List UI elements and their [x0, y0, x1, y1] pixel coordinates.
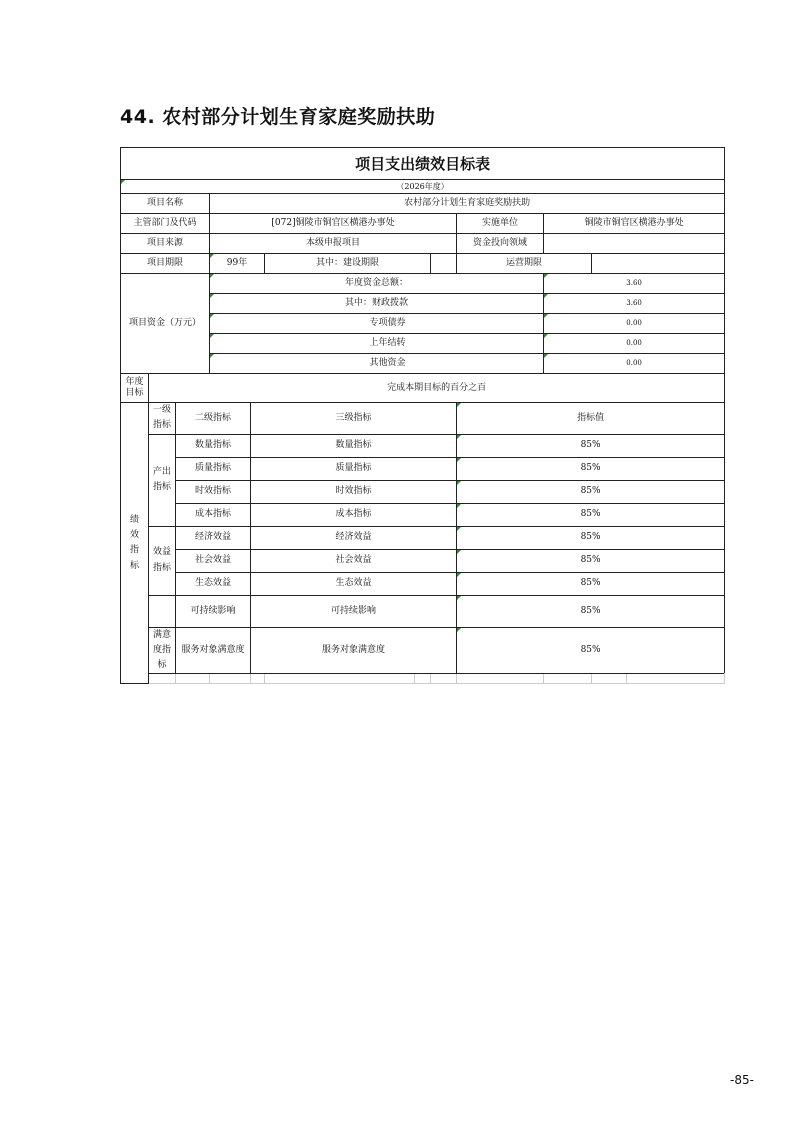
source-value: 本级申报项目: [210, 234, 457, 254]
corner-mark: [457, 435, 461, 439]
level2-cell: 经济效益: [176, 526, 251, 549]
perf-label: 绩效指标: [121, 403, 149, 684]
value-cell: 85%: [457, 526, 725, 549]
corner-mark: [544, 354, 548, 358]
corner-mark: [210, 354, 214, 358]
empty-cell: [457, 674, 544, 684]
table-title: 项目支出绩效目标表: [121, 148, 725, 180]
value-cell: 85%: [457, 549, 725, 572]
empty-cell: [210, 674, 251, 684]
fund-value: 0.00: [544, 354, 725, 374]
impl-value: 铜陵市铜官区横港办事处: [544, 214, 725, 234]
level2-cell: 生态效益: [176, 572, 251, 595]
satisfaction-label: 满意度指标: [149, 627, 176, 674]
empty-cell: [265, 674, 415, 684]
corner-mark: [457, 550, 461, 554]
col-level3-header: 三级指标: [251, 403, 457, 435]
level2-cell: 时效指标: [176, 480, 251, 503]
empty-cell: [251, 674, 265, 684]
empty-cell: [176, 674, 210, 684]
project-name-label: 项目名称: [121, 194, 210, 214]
corner-mark: [457, 481, 461, 485]
source-label: 项目来源: [121, 234, 210, 254]
level3-cell: 生态效益: [251, 572, 457, 595]
level3-cell: 经济效益: [251, 526, 457, 549]
fund-label: 其他资金: [210, 354, 544, 374]
col-value-header: 指标值: [457, 403, 725, 435]
field-value: [544, 234, 725, 254]
dept-label: 主管部门及代码: [121, 214, 210, 234]
corner-mark: [121, 180, 125, 184]
corner-mark: [210, 314, 214, 318]
value-cell: 85%: [457, 627, 725, 674]
empty-cell: [431, 674, 457, 684]
page-number: -85-: [730, 1073, 754, 1087]
ops-period-value: [592, 254, 725, 274]
fund-value: 0.00: [544, 334, 725, 354]
corner-mark: [457, 628, 461, 632]
annual-goal-value: 完成本期目标的百分之百: [149, 374, 725, 403]
corner-mark: [457, 596, 461, 600]
value-cell: 85%: [457, 434, 725, 457]
fund-label: 其中：财政拨款: [210, 294, 544, 314]
corner-mark: [544, 334, 548, 338]
level3-cell: 质量指标: [251, 457, 457, 480]
level3-cell: 成本指标: [251, 503, 457, 526]
corner-mark: [210, 294, 214, 298]
level2-cell: 质量指标: [176, 457, 251, 480]
fund-value: 3.60: [544, 274, 725, 294]
empty-cell: [544, 674, 592, 684]
output-label: 产出指标: [149, 434, 176, 526]
level2-cell: 服务对象满意度: [176, 627, 251, 674]
performance-target-table: [120, 147, 725, 684]
corner-mark: [544, 314, 548, 318]
corner-mark: [544, 274, 548, 278]
corner-mark: [457, 504, 461, 508]
level3-cell: 数量指标: [251, 434, 457, 457]
benefit-label: 效益指标: [149, 526, 176, 595]
level2-cell: 成本指标: [176, 503, 251, 526]
corner-mark: [544, 294, 548, 298]
value-cell: 85%: [457, 572, 725, 595]
level3-cell: 可持续影响: [251, 595, 457, 627]
fund-value: 0.00: [544, 314, 725, 334]
corner-mark: [210, 254, 214, 258]
benefit-label-extension: [149, 595, 176, 627]
empty-cell: [627, 674, 725, 684]
dept-value: [072]铜陵市铜官区横港办事处: [210, 214, 457, 234]
corner-mark: [210, 334, 214, 338]
build-period-label: 其中：建设期限: [265, 254, 431, 274]
fund-label: 上年结转: [210, 334, 544, 354]
page-heading: 44. 农村部分计划生育家庭奖励扶助: [120, 106, 436, 128]
period-value: 99年: [210, 254, 265, 274]
corner-mark: [210, 274, 214, 278]
value-cell: 85%: [457, 457, 725, 480]
col-level1-header: 一级指标: [149, 403, 176, 435]
corner-mark: [457, 527, 461, 531]
level3-cell: 时效指标: [251, 480, 457, 503]
impl-label: 实施单位: [457, 214, 544, 234]
fund-label: 年度资金总额：: [210, 274, 544, 294]
annual-goal-label: 年度目标: [121, 374, 149, 403]
empty-cell: [415, 674, 431, 684]
fund-value: 3.60: [544, 294, 725, 314]
field-label: 资金投向领域: [457, 234, 544, 254]
corner-mark: [457, 403, 461, 407]
value-cell: 85%: [457, 503, 725, 526]
build-period-value: [431, 254, 457, 274]
year-cell: （2026年度）: [121, 180, 725, 194]
project-name-value: 农村部分计划生育家庭奖励扶助: [210, 194, 725, 214]
performance-target-sheet: [120, 147, 684, 684]
level3-cell: 服务对象满意度: [251, 627, 457, 674]
level2-cell: 数量指标: [176, 434, 251, 457]
level2-cell: 可持续影响: [176, 595, 251, 627]
value-cell: 85%: [457, 595, 725, 627]
ops-period-label: 运营期限: [457, 254, 592, 274]
empty-cell: [149, 674, 176, 684]
level2-cell: 社会效益: [176, 549, 251, 572]
level3-cell: 社会效益: [251, 549, 457, 572]
empty-cell: [592, 674, 627, 684]
col-level2-header: 二级指标: [176, 403, 251, 435]
period-label: 项目期限: [121, 254, 210, 274]
funds-label: 项目资金（万元）: [121, 274, 210, 374]
corner-mark: [457, 458, 461, 462]
corner-mark: [457, 573, 461, 577]
fund-label: 专项债券: [210, 314, 544, 334]
value-cell: 85%: [457, 480, 725, 503]
